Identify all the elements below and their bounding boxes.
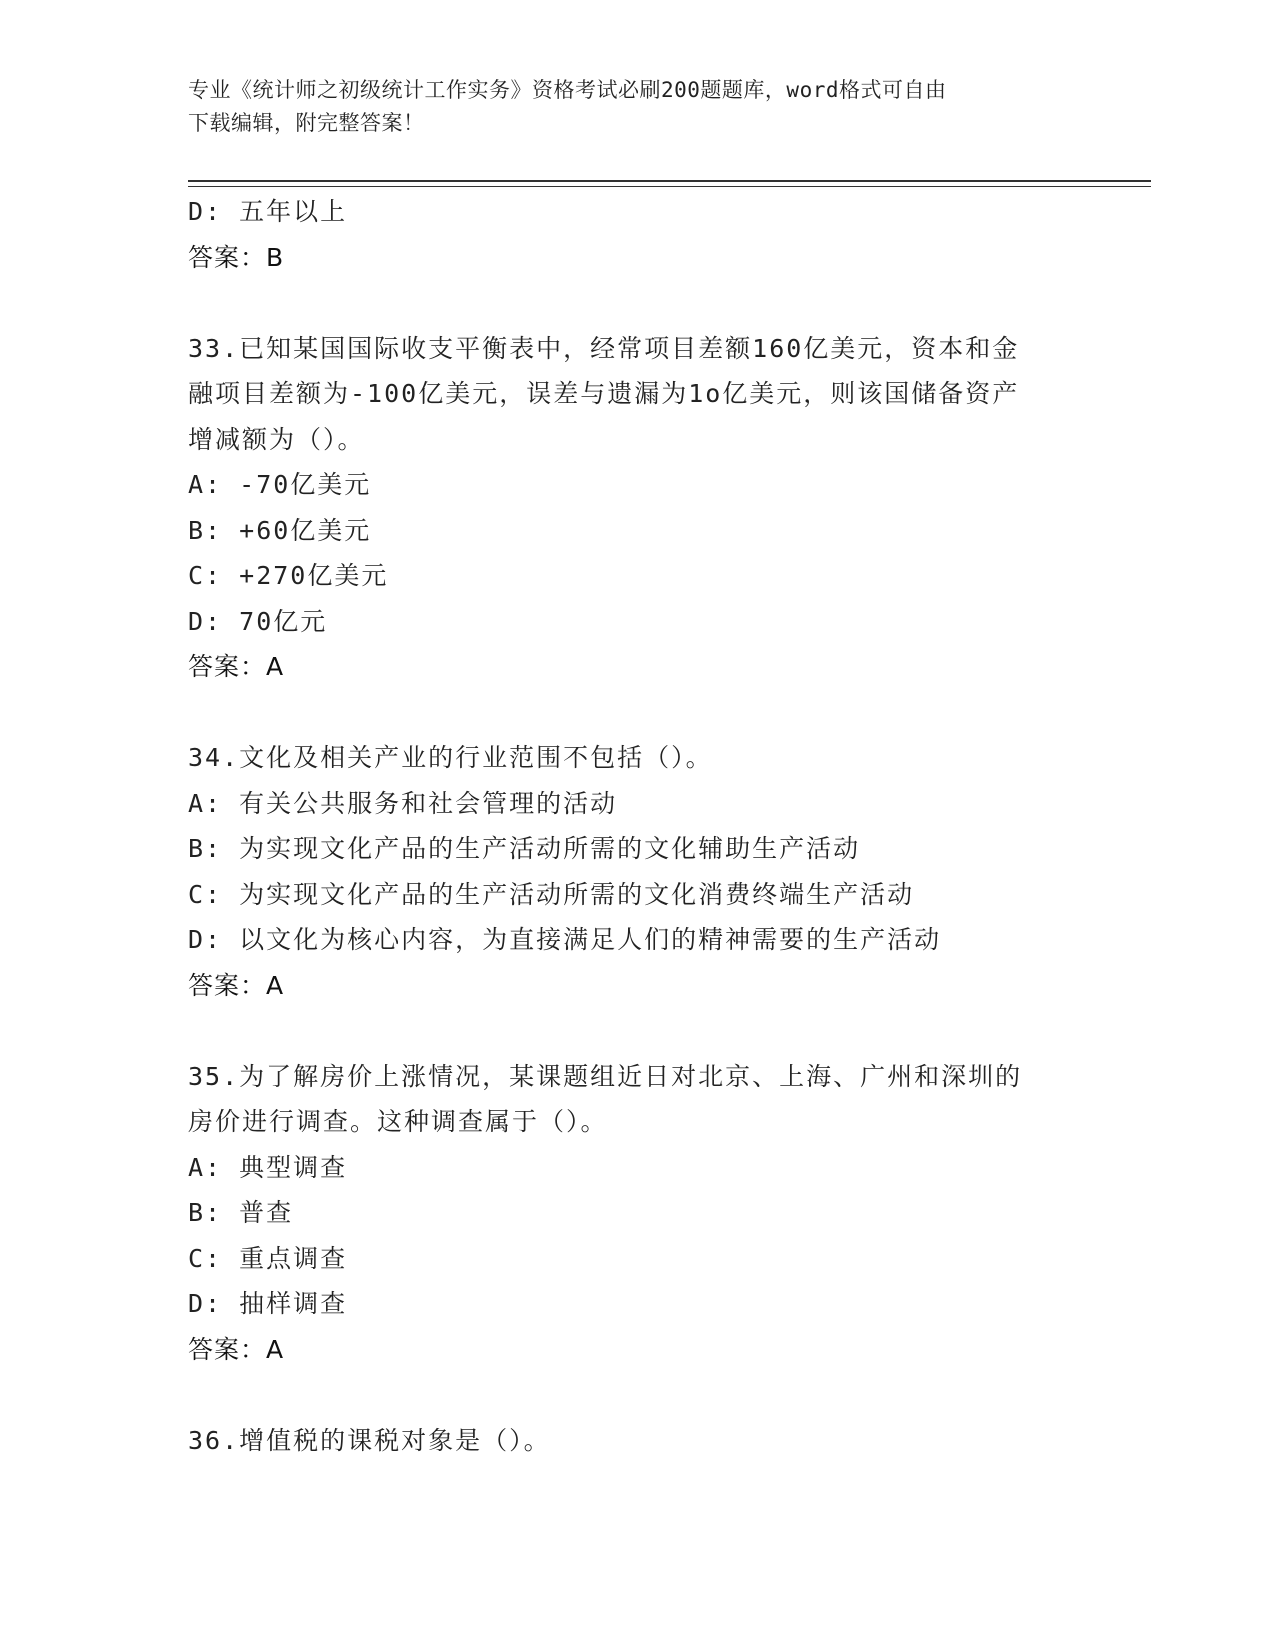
question-list: [188, 189, 1108, 1463]
option-b: B: +60亿美元: [188, 515, 372, 545]
header-line-1: 专业《统计师之初级统计工作实务》资格考试必刷200题题库，word格式可自由: [188, 78, 947, 102]
question-stem-line: 35.为了解房价上涨情况，某课题组近日对北京、上海、广州和深圳的: [188, 1061, 1023, 1091]
header-divider-thin: [188, 186, 1151, 187]
question-36: [188, 1418, 1108, 1464]
question-stem-line: 房价进行调查。这种调查属于（）。: [188, 1107, 608, 1136]
option-c: C: 为实现文化产品的生产活动所需的文化消费终端生产活动: [188, 879, 915, 909]
option-a: A: -70亿美元: [188, 470, 372, 499]
spacer: [188, 1372, 1108, 1418]
spacer: [188, 280, 1108, 326]
option-d: D: 抽样调查: [188, 1289, 348, 1318]
question-stem-line: 融项目差额为-100亿美元，误差与遗漏为1o亿美元，则该国储备资产: [188, 379, 1020, 408]
question-33: [188, 326, 1108, 690]
question-34: [188, 735, 1108, 1008]
option-b: B: 普查: [188, 1198, 294, 1227]
option-d: D: 五年以上: [188, 197, 348, 226]
question-stem-line: 36.增值税的课税对象是（）。: [188, 1425, 551, 1455]
option-d: D: 以文化为核心内容，为直接满足人们的精神需要的生产活动: [188, 925, 942, 954]
header-divider-thick: [188, 180, 1151, 182]
question-stem-line: 增减额为（）。: [188, 424, 365, 454]
question-35: [188, 1054, 1108, 1373]
question-stem-line: 33.已知某国国际收支平衡表中，经常项目差额160亿美元，资本和金: [188, 333, 1020, 363]
header-line-2: 下载编辑，附完整答案！: [188, 111, 425, 135]
question-stem-line: 34.文化及相关产业的行业范围不包括（）。: [188, 743, 713, 772]
option-b: B: 为实现文化产品的生产活动所需的文化辅助生产活动: [188, 834, 861, 863]
option-c: C: 重点调查: [188, 1243, 348, 1273]
spacer: [188, 1008, 1108, 1054]
option-a: A: 典型调查: [188, 1152, 348, 1182]
answer-line: 答案：A: [188, 652, 285, 681]
spacer: [188, 690, 1108, 736]
option-a: A: 有关公共服务和社会管理的活动: [188, 788, 618, 818]
page-header: [188, 74, 1068, 140]
answer-line: 答案：A: [188, 1334, 285, 1364]
option-c: C: +270亿美元: [188, 561, 389, 590]
previous-question-tail: [188, 189, 1108, 280]
answer-line: 答案：A: [188, 970, 285, 1000]
answer-line: 答案：B: [188, 242, 285, 272]
option-d: D: 70亿元: [188, 606, 328, 636]
